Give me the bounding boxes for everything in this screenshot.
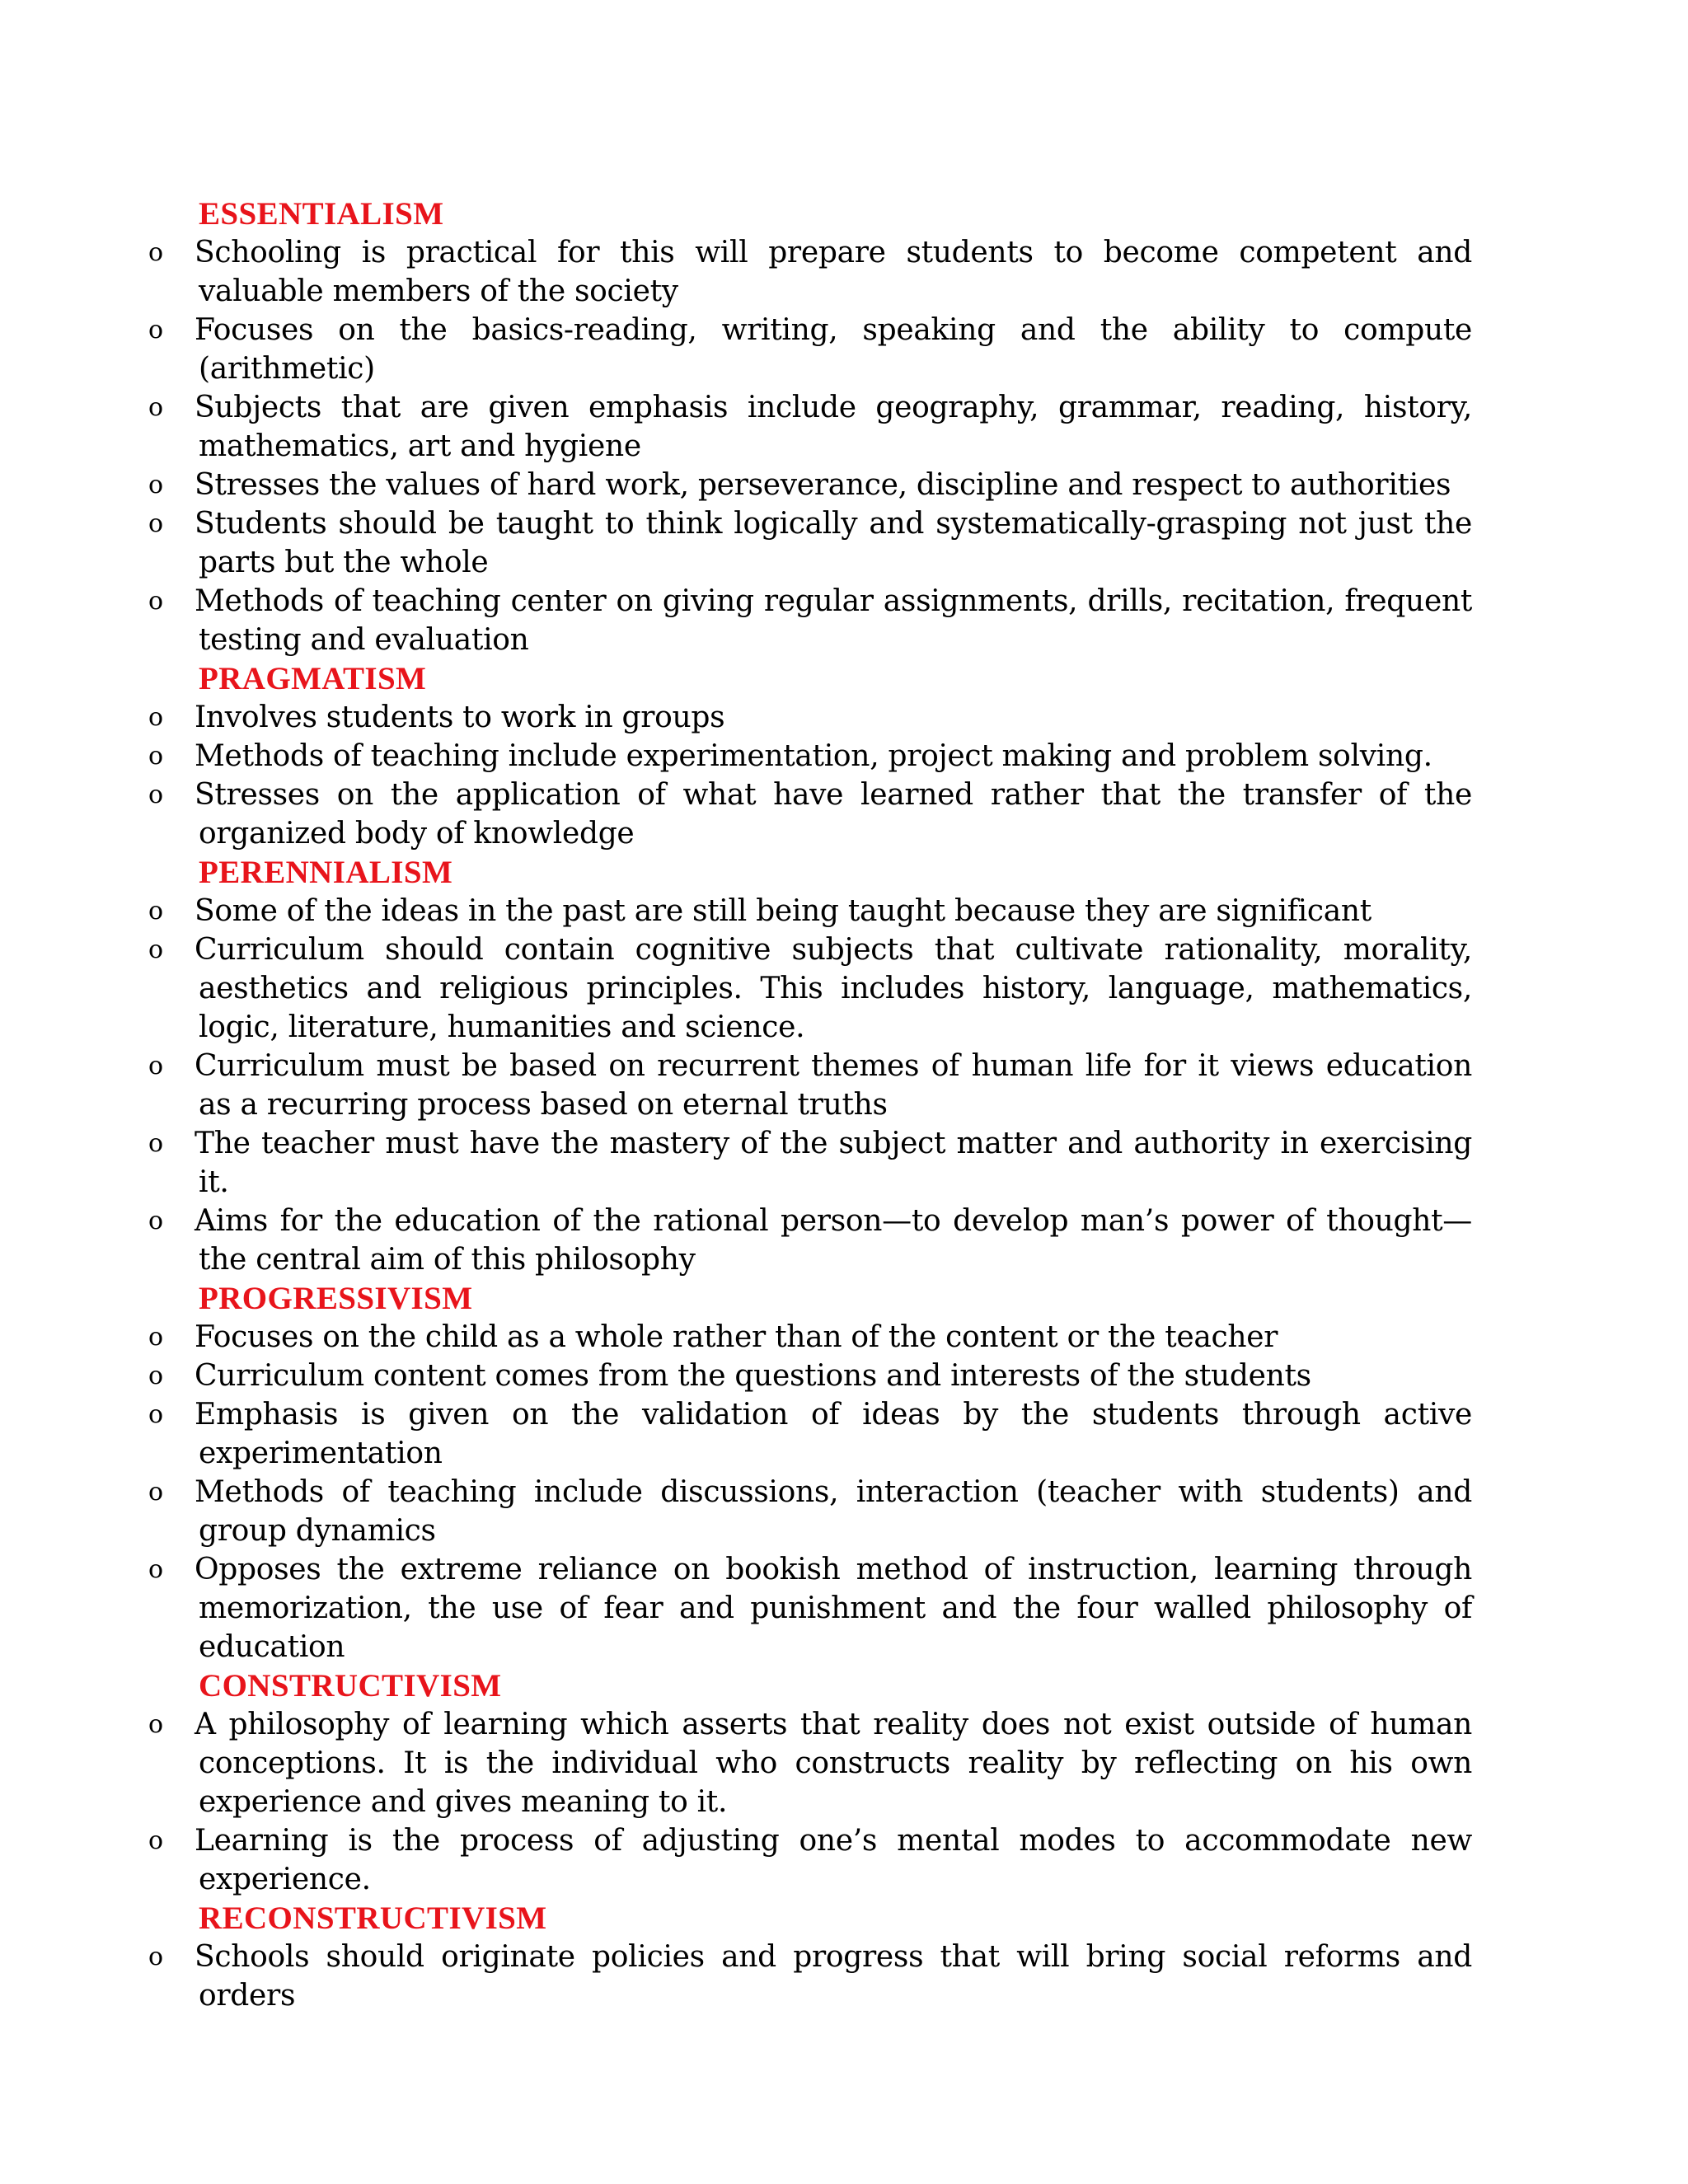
bullet-icon: o	[148, 1323, 163, 1352]
section-progressivism	[147, 1279, 1472, 1666]
bullet-icon: o	[148, 393, 163, 422]
bullet-icon: o	[148, 1361, 163, 1390]
list-item	[147, 698, 1472, 737]
bullet-icon: o	[148, 316, 163, 344]
list-item-text: Emphasis is given on the validation of ideas by the students through active experimentation	[195, 1398, 1472, 1470]
list-item-text: Stresses the values of hard work, perseverance, discipline and respect to authorities	[195, 468, 1451, 502]
bullet-icon: o	[148, 742, 163, 771]
list-item	[147, 1473, 1472, 1550]
bullet-icon: o	[148, 1207, 163, 1235]
bullet-list	[147, 1318, 1472, 1666]
list-item-text: Focuses on the basics-reading, writing, speaking and the ability to compute (arithmetic)	[195, 313, 1472, 386]
list-item	[147, 582, 1472, 659]
list-item-text: Curriculum content comes from the questions and interests of the students	[195, 1359, 1311, 1393]
bullet-icon: o	[148, 780, 163, 809]
list-item-text: Methods of teaching include discussions, interaction (teacher with students) and group dynamics	[195, 1475, 1472, 1548]
section-constructivism	[147, 1666, 1472, 1899]
section-heading: PROGRESSIVISM	[199, 1281, 473, 1316]
bullet-icon: o	[148, 587, 163, 616]
bullet-icon: o	[148, 1052, 163, 1080]
bullet-icon: o	[148, 1710, 163, 1739]
bullet-icon: o	[148, 897, 163, 926]
list-item	[147, 892, 1472, 930]
list-item	[147, 1550, 1472, 1666]
bullet-icon: o	[148, 1478, 163, 1507]
section-heading: PRAGMATISM	[199, 661, 427, 696]
list-item	[147, 1318, 1472, 1357]
bullet-icon: o	[148, 471, 163, 499]
bullet-list	[147, 698, 1472, 853]
list-item-text: Learning is the process of adjusting one’s mental modes to accommodate new experience.	[195, 1824, 1472, 1896]
list-item	[147, 1821, 1472, 1899]
list-item-text: Opposes the extreme reliance on bookish method of instruction, learning through memorization, the use of fear and punishment and the four walled philosophy of education	[195, 1553, 1472, 1664]
list-item	[147, 504, 1472, 582]
list-item-text: Aims for the education of the rational person—to develop man’s power of thought—the central aim of this philosophy	[195, 1204, 1472, 1277]
list-item-text: Students should be taught to think logically and systematically-grasping not just the parts but the whole	[195, 507, 1472, 579]
list-item-text: A philosophy of learning which asserts that reality does not exist outside of human conceptions. It is the individual who constructs reality by reflecting on his own experience and gives meaning to it.	[195, 1708, 1472, 1819]
section-heading: RECONSTRUCTIVISM	[199, 1900, 547, 1936]
list-item-text: Schooling is practical for this will prepare students to become competent and valuable members of the society	[195, 236, 1472, 308]
list-item	[147, 1357, 1472, 1395]
bullet-icon: o	[148, 1555, 163, 1584]
bullet-icon: o	[148, 703, 163, 732]
list-item	[147, 1047, 1472, 1124]
list-item	[147, 737, 1472, 776]
bullet-icon: o	[148, 1943, 163, 1971]
list-item-text: Focuses on the child as a whole rather than of the content or the teacher	[195, 1320, 1278, 1354]
list-item-text: Subjects that are given emphasis include geography, grammar, reading, history, mathematics, art and hygiene	[195, 391, 1472, 463]
bullet-list	[147, 892, 1472, 1279]
bullet-icon: o	[148, 1400, 163, 1429]
section-pragmatism	[147, 659, 1472, 853]
list-item-text: The teacher must have the mastery of the subject matter and authority in exercising it.	[195, 1127, 1472, 1199]
list-item	[147, 1124, 1472, 1202]
list-item-text: Stresses on the application of what have learned rather that the transfer of the organized body of knowledge	[195, 778, 1472, 851]
list-item	[147, 1705, 1472, 1821]
list-item	[147, 388, 1472, 466]
list-item-text: Methods of teaching include experimentation, project making and problem solving.	[195, 739, 1432, 773]
list-item-text: Curriculum must be based on recurrent themes of human life for it views education as a recurring process based on eternal truths	[195, 1049, 1472, 1122]
bullet-list	[147, 233, 1472, 659]
bullet-icon: o	[148, 935, 163, 964]
section-essentialism	[147, 194, 1472, 659]
list-item	[147, 1395, 1472, 1473]
section-reconstructivism	[147, 1899, 1472, 2015]
bullet-list	[147, 1705, 1472, 1899]
section-heading: ESSENTIALISM	[199, 196, 444, 232]
bullet-icon: o	[148, 1826, 163, 1855]
section-heading: PERENNIALISM	[199, 855, 453, 890]
bullet-icon: o	[148, 238, 163, 267]
list-item	[147, 1938, 1472, 2015]
list-item-text: Methods of teaching center on giving regular assignments, drills, recitation, frequent testing and evaluation	[195, 584, 1472, 657]
section-heading: CONSTRUCTIVISM	[199, 1668, 502, 1704]
list-item	[147, 776, 1472, 853]
list-item-text: Curriculum should contain cognitive subjects that cultivate rationality, morality, aesthetics and religious principles. This includes history, language, mathematics, logic, literature, humanities and science.	[195, 933, 1472, 1044]
list-item	[147, 233, 1472, 311]
list-item	[147, 930, 1472, 1047]
list-item	[147, 466, 1472, 504]
list-item	[147, 1202, 1472, 1279]
bullet-icon: o	[148, 509, 163, 538]
bullet-icon: o	[148, 1129, 163, 1158]
bullet-list	[147, 1938, 1472, 2015]
section-perennialism	[147, 853, 1472, 1279]
document-page	[147, 194, 1472, 2015]
list-item-text: Schools should originate policies and progress that will bring social reforms and orders	[195, 1940, 1472, 2013]
list-item	[147, 311, 1472, 388]
list-item-text: Some of the ideas in the past are still being taught because they are significant	[195, 894, 1372, 928]
list-item-text: Involves students to work in groups	[195, 701, 725, 734]
